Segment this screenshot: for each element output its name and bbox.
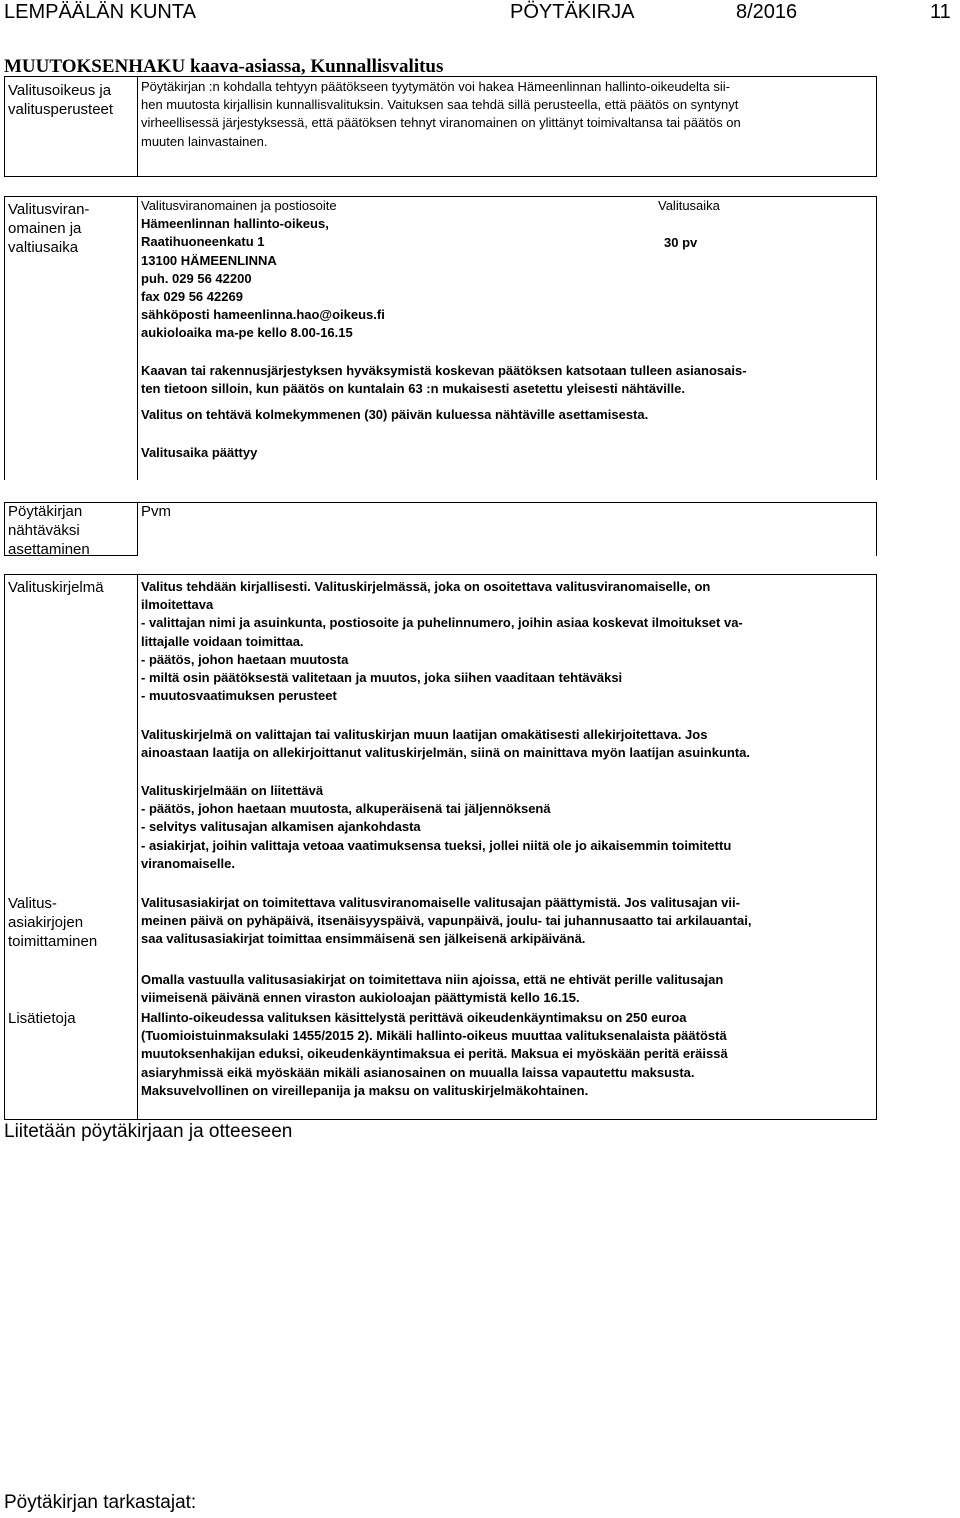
section-divider [137, 502, 138, 556]
section-appeal-letter-label: Valituskirjelmä [8, 579, 104, 596]
appeal-letter-requirements: Valitus tehdään kirjallisesti. Valituskirjelmässä, joka on osoitettava valitusviranomaiselle, on ilmoitettava - valittajan nimi ja asuinkunta, postiosoite ja puhelinnumero, joihin asiaa koskevat ilmoitukset va- littajalle voidaan toimittaa. - päätös, johon haetaan muutosta - miltä osin päätöksestä valitetaan ja muutos, joka siihen vaaditaan tehtäväksi - muutosvaatimuksen perusteet [141, 579, 743, 704]
section-posting-label: Pöytäkirjan nähtäväksi asettaminen [8, 503, 90, 558]
section-appeal-right-label: Valitusoikeus ja valitusperusteet [8, 82, 114, 118]
appeal-letter-signature: Valituskirjelmä on valittajan tai valituskirjan muun laatijan omakätisesti allekirjoitettava. Jos ainoastaan laatija on allekirjoittanut valituskirjelmän, siinä on mainittava myön laatijan asuinkunta. [141, 727, 751, 761]
section-divider [137, 196, 138, 480]
section-additional-info-label: Lisätietoja [8, 1010, 76, 1027]
section-posting-right-border [876, 502, 877, 556]
section-posting-left-border [4, 502, 5, 556]
section-divider [137, 76, 138, 177]
section-authority-label: Valitusviran- omainen ja valtiusaika [8, 201, 90, 256]
page-title: MUUTOKSENHAKU kaava-asiassa, Kunnallisvalitus [4, 56, 444, 77]
appeal-letter-attachments: Valituskirjelmään on liitettävä - päätös, johon haetaan muutosta, alkuperäisenä tai jäljennöksenä - selvitys valitusajan alkamisen ajankohdasta - asiakirjat, joihin valittaja vetoaa vaatimuksensa tueksi, jollei niitä ole jo aikaisemmin toimitettu viranomaiselle. [141, 783, 732, 871]
section-delivery-label: Valitus- asiakirjojen toimittaminen [8, 895, 98, 950]
header-doc-number: 8/2016 [736, 1, 798, 23]
appeal-period-value: 30 pv [664, 235, 698, 250]
appeal-period-heading: Valitusaika [658, 198, 720, 213]
attachment-note: Liitetään pöytäkirjaan ja otteeseen [4, 1121, 293, 1142]
publication-paragraph: Kaavan tai rakennusjärjestyksen hyväksymistä koskevan päätöksen katsotaan tulleen asianosais- ten tietoon silloin, kun päätös on kuntalain 63 :n mukaisesti asetettu yleisesti nähtäville. [141, 363, 747, 397]
appeal-period-ends: Valitusaika päättyy [141, 445, 258, 460]
delivery-deadline-text: Valitusasiakirjat on toimitettava valitusviranomaiselle valitusajan päättymistä. Jos valitusajan vii- meinen päivä on pyhäpäivä, itsenäisyyspäivä, vapunpäivä, joulu- tai juhannusaatto tai arkilauantai, saa valitusasiakirjat toimittaa ensimmäisenä sen jälkeisenä arkipäivänä. [141, 895, 752, 947]
appeal-deadline-paragraph: Valitus on tehtävä kolmekymmenen (30) päivän kuluessa nähtäville asettamisesta. [141, 407, 649, 422]
section-authority-right-border [876, 196, 877, 480]
section-divider [137, 574, 138, 1120]
header-municipality: LEMPÄÄLÄN KUNTA [4, 1, 196, 23]
section-posting-top-border [4, 502, 877, 503]
footer-reviewers: Pöytäkirjan tarkastajat: [4, 1492, 197, 1513]
additional-info-text: Hallinto-oikeudessa valituksen käsittelystä perittävä oikeudenkäyntimaksu on 250 euroa (Tuomioistuinmaksulaki 1455/2015 2). Mikäli hallinto-oikeus muuttaa valituksenalaista päätöstä muutoksenhakijan eduksi, oikeudenkäyntimaksua ei peritä. Maksua ei myöskään peritä eräissä asiaryhmissä eikä myöskään mikäli asianosainen on muualla laissa vapautettu maksusta. Maksuvelvollinen on vireillepanija ja maksu on valituskirjelmäkohtainen. [141, 1010, 728, 1098]
section-authority-left-border [4, 196, 5, 480]
authority-address: Valitusviranomainen ja postiosoite Hämeenlinnan hallinto-oikeus, Raatihuoneenkatu 1 13100 HÄMEENLINNA puh. 029 56 42200 fax 029 56 42269 sähköposti hameenlinna.hao@oikeus.fi aukioloaika ma-pe kello 8.00-16.15 [141, 198, 385, 341]
delivery-responsibility-text: Omalla vastuulla valitusasiakirjat on toimitettava niin ajoissa, että ne ehtivät perille valitusajan viimeisenä päivänä ennen viraston aukioloajan päättymistä kello 16.15. [141, 972, 724, 1006]
posting-date-field: Pvm [141, 503, 171, 520]
section-authority-top-border [4, 196, 877, 197]
section-appeal-right-text: Pöytäkirjan :n kohdalla tehtyyn päätökseen tyytymätön voi hakea Hämeenlinnan hallinto-oikeudelta sii- hen muutosta kirjallisin kunnallisvalituksin. Vaituksen saa tehdä sillä perusteella, että päätös on syntynyt virheellisessä järjestyksessä, että päätöksen tehnyt viranomainen on ylittänyt toimivaltansa tai päätös on muuten lainvastainen. [141, 79, 741, 149]
header-doc-type: PÖYTÄKIRJA [510, 1, 635, 23]
header-page-number: 11 [930, 1, 951, 23]
